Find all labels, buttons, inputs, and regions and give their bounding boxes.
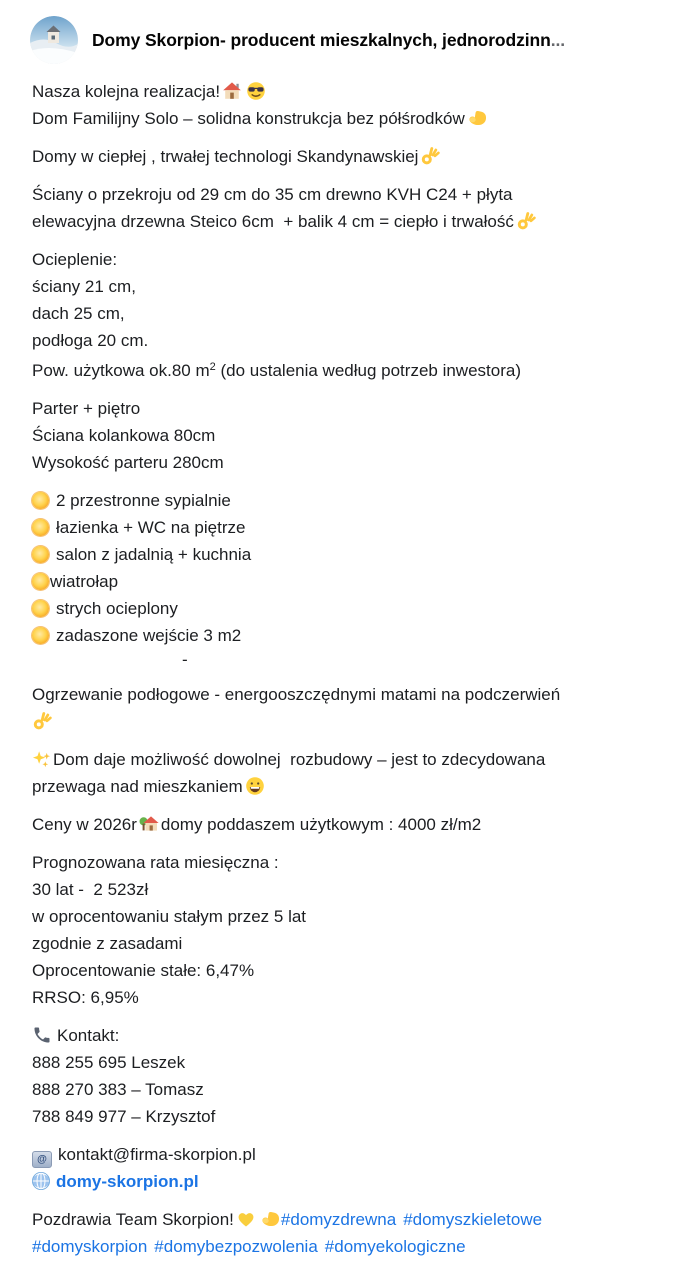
insulation-walls: ściany 21 cm, bbox=[32, 277, 136, 296]
expansion-paragraph bbox=[32, 746, 664, 800]
flexed-biceps-emoji bbox=[467, 108, 487, 128]
sun-bullet-icon bbox=[32, 627, 49, 644]
sun-bullet-icon bbox=[32, 546, 49, 563]
winter-house-photo bbox=[30, 16, 78, 64]
globe-icon bbox=[31, 1171, 51, 1191]
square-superscript: 2 bbox=[209, 361, 216, 373]
intro-line1: Nasza kolejna realizacja! bbox=[32, 82, 221, 101]
floors-line2: Ściana kolankowa 80cm bbox=[32, 426, 216, 445]
rate-interest: Oprocentowanie stałe: 6,47% bbox=[32, 961, 255, 980]
email-address: kontakt@firma-skorpion.pl bbox=[58, 1145, 256, 1164]
walls-line2: elewacyjna drzewna Steico 6cm + balik 4 cm = ciepło i trwałość bbox=[32, 212, 514, 231]
hashtag-domyskorpion[interactable]: #domyskorpion bbox=[32, 1237, 148, 1256]
list-item bbox=[32, 514, 664, 541]
page-name[interactable] bbox=[92, 30, 565, 51]
technology-paragraph bbox=[32, 143, 664, 170]
insulation-roof: dach 25 cm, bbox=[32, 304, 125, 323]
sun-bullet-icon bbox=[32, 519, 49, 536]
list-item bbox=[32, 622, 664, 649]
website-link[interactable]: domy-skorpion.pl bbox=[56, 1172, 199, 1191]
feature-bedrooms: 2 przestronne sypialnie bbox=[56, 491, 231, 510]
floors-line3: Wysokość parteru 280cm bbox=[32, 453, 224, 472]
page-name-text: Domy Skorpion- producent mieszkalnych, jednorodzinn bbox=[92, 29, 551, 50]
links-paragraph bbox=[32, 1141, 664, 1195]
features-list bbox=[32, 487, 664, 670]
rate-fixed-period: w oprocentowaniu stałym przez 5 lat bbox=[32, 907, 307, 926]
list-item bbox=[32, 541, 664, 568]
sunglasses-face-emoji bbox=[246, 81, 266, 101]
rate-amount: 30 lat - 2 523zł bbox=[32, 880, 149, 899]
contact-paragraph bbox=[32, 1022, 664, 1130]
ok-hand-emoji bbox=[32, 711, 52, 731]
walls-paragraph bbox=[32, 181, 664, 235]
hashtag-domyszkieletowe[interactable]: #domyszkieletowe bbox=[403, 1210, 543, 1229]
house-garden-emoji bbox=[139, 814, 159, 834]
signoff-text: Pozdrawia Team Skorpion! bbox=[32, 1210, 234, 1229]
intro-line2: Dom Familijny Solo – solidna konstrukcja bez półśrodków bbox=[32, 109, 465, 128]
post-header bbox=[0, 0, 694, 72]
heating-line: Ogrzewanie podłogowe - energooszczędnymi matami na podczerwień bbox=[32, 685, 561, 704]
rate-title: Prognozowana rata miesięczna : bbox=[32, 853, 279, 872]
phone-leszek: 888 255 695 Leszek bbox=[32, 1053, 186, 1072]
email-at-glyph: @ bbox=[37, 1154, 47, 1165]
walls-line1: Ściany o przekroju od 29 cm do 35 cm drewno KVH C24 + płyta bbox=[32, 185, 513, 204]
insulation-paragraph bbox=[32, 246, 664, 384]
feature-vestibule: wiatrołap bbox=[50, 572, 119, 591]
heating-paragraph bbox=[32, 681, 664, 735]
page-name-ellipsis: ... bbox=[550, 29, 565, 50]
floors-paragraph bbox=[32, 395, 664, 476]
expansion-line2: przewaga nad mieszkaniem bbox=[32, 777, 243, 796]
hashtag-domybezpozwolenia[interactable]: #domybezpozwolenia bbox=[154, 1237, 318, 1256]
rate-rrso: RRSO: 6,95% bbox=[32, 988, 139, 1007]
page-avatar[interactable] bbox=[30, 16, 78, 64]
phone-tomasz: 888 270 383 – Tomasz bbox=[32, 1080, 204, 1099]
list-item bbox=[32, 595, 664, 622]
expansion-line1: Dom daje możliwość dowolnej rozbudowy – jest to zdecydowana bbox=[53, 750, 546, 769]
contact-title: Kontakt: bbox=[57, 1026, 120, 1045]
price-post: domy poddaszem użytkowym : 4000 zł/m2 bbox=[160, 815, 482, 834]
yellow-heart-emoji bbox=[236, 1209, 256, 1229]
feature-livingroom: salon z jadalnią + kuchnia bbox=[56, 545, 252, 564]
price-paragraph bbox=[32, 811, 664, 838]
grinning-face-emoji bbox=[245, 776, 265, 796]
phone-krzysztof: 788 849 977 – Krzysztof bbox=[32, 1107, 216, 1126]
tech-line: Domy w ciepłej , trwałej technologi Skandynawskiej bbox=[32, 147, 419, 166]
price-pre: Ceny w 2026r bbox=[32, 815, 137, 834]
usable-area-note: (do ustalenia według potrzeb inwestora) bbox=[215, 361, 521, 380]
intro-paragraph bbox=[32, 78, 664, 132]
ok-hand-emoji bbox=[516, 211, 536, 231]
list-item bbox=[32, 487, 664, 514]
phone-icon bbox=[32, 1025, 52, 1045]
sun-bullet-icon bbox=[32, 600, 49, 617]
feature-entrance: zadaszone wejście 3 m2 bbox=[56, 626, 242, 645]
post-body bbox=[0, 72, 694, 1260]
feature-bathroom: łazienka + WC na piętrze bbox=[56, 518, 246, 537]
sun-bullet-icon bbox=[32, 573, 49, 590]
hashtag-domyekologiczne[interactable]: #domyekologiczne bbox=[324, 1237, 466, 1256]
flexed-biceps-emoji bbox=[260, 1209, 280, 1229]
sun-bullet-icon bbox=[32, 492, 49, 509]
hashtag-domyzdrewna[interactable]: #domyzdrewna bbox=[280, 1210, 397, 1229]
ok-hand-emoji bbox=[420, 146, 440, 166]
usable-area: Pow. użytkowa ok.80 m bbox=[32, 361, 210, 380]
signoff-paragraph bbox=[32, 1206, 664, 1260]
list-item bbox=[32, 568, 664, 595]
insulation-title: Ocieplenie: bbox=[32, 250, 118, 269]
stray-dash: - bbox=[182, 650, 188, 669]
insulation-floor: podłoga 20 cm. bbox=[32, 331, 149, 350]
email-icon bbox=[32, 1151, 52, 1168]
rate-rules: zgodnie z zasadami bbox=[32, 934, 183, 953]
house-emoji bbox=[222, 81, 242, 101]
installment-paragraph bbox=[32, 849, 664, 1011]
sparkles-emoji bbox=[32, 750, 51, 769]
feature-attic: strych ocieplony bbox=[56, 599, 178, 618]
floors-line1: Parter + piętro bbox=[32, 399, 141, 418]
